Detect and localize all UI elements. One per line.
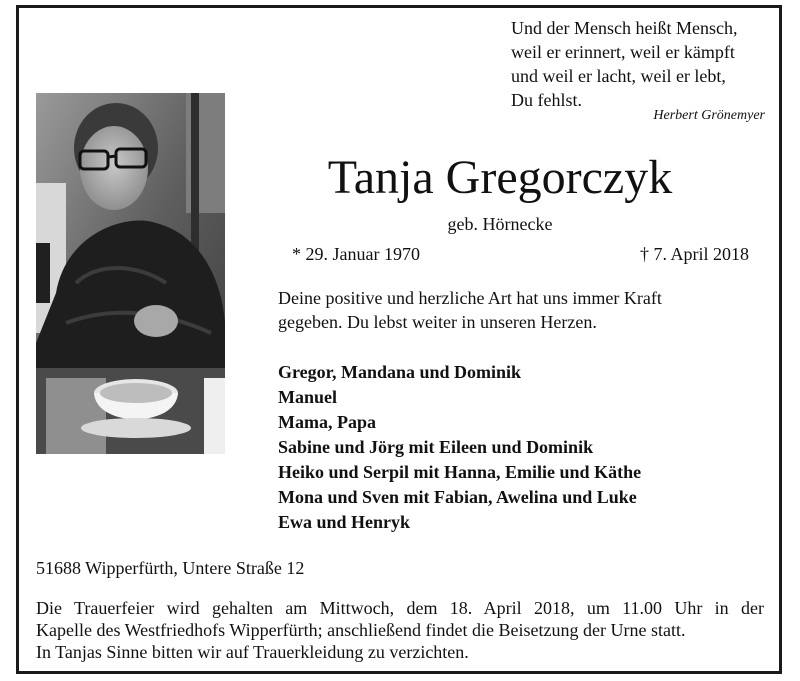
death-date: † 7. April 2018 bbox=[639, 244, 749, 264]
portrait-illustration bbox=[36, 93, 225, 454]
notice-line: Die Trauerfeier wird gehalten am Mittwoch, dem 18. April 2018, um 11.00 Uhr in der bbox=[36, 598, 764, 618]
family-address: 51688 Wipperfürth, Untere Straße 12 bbox=[36, 558, 305, 578]
memorial-quote bbox=[511, 16, 771, 112]
funeral-notice bbox=[36, 597, 764, 663]
deceased-name: Tanja Gregorczyk bbox=[327, 151, 673, 204]
portrait-photo bbox=[36, 93, 225, 454]
quote-line: weil er erinnert, weil er kämpft bbox=[511, 42, 735, 62]
message-line: gegeben. Du lebst weiter in unseren Herzen. bbox=[278, 312, 597, 332]
quote-line: Du fehlst. bbox=[511, 90, 582, 110]
message-line: Deine positive und herzliche Art hat uns immer Kraft bbox=[278, 288, 662, 308]
memorial-message bbox=[278, 286, 768, 334]
mourners-list bbox=[278, 360, 768, 535]
mourner-entry: Mama, Papa bbox=[278, 412, 376, 432]
birth-name: geb. Hörnecke bbox=[447, 214, 553, 234]
mourner-entry: Heiko und Serpil mit Hanna, Emilie und Käthe bbox=[278, 462, 642, 482]
quote-line: und weil er lacht, weil er lebt, bbox=[511, 66, 726, 86]
mourner-entry: Mona und Sven mit Fabian, Awelina und Luke bbox=[278, 487, 637, 507]
mourner-entry: Gregor, Mandana und Dominik bbox=[278, 362, 522, 382]
notice-line: In Tanjas Sinne bitten wir auf Trauerkleidung zu verzichten. bbox=[36, 642, 469, 662]
mourner-entry: Sabine und Jörg mit Eileen und Dominik bbox=[278, 437, 594, 457]
quote-line: Und der Mensch heißt Mensch, bbox=[511, 18, 738, 38]
notice-line: Kapelle des Westfriedhofs Wipperfürth; anschließend findet die Beisetzung der Urne statt. bbox=[36, 620, 686, 640]
mourner-entry: Ewa und Henryk bbox=[278, 512, 411, 532]
birth-date: * 29. Januar 1970 bbox=[292, 244, 420, 264]
quote-author: Herbert Grönemyer bbox=[653, 108, 765, 123]
mourner-entry: Manuel bbox=[278, 387, 338, 407]
